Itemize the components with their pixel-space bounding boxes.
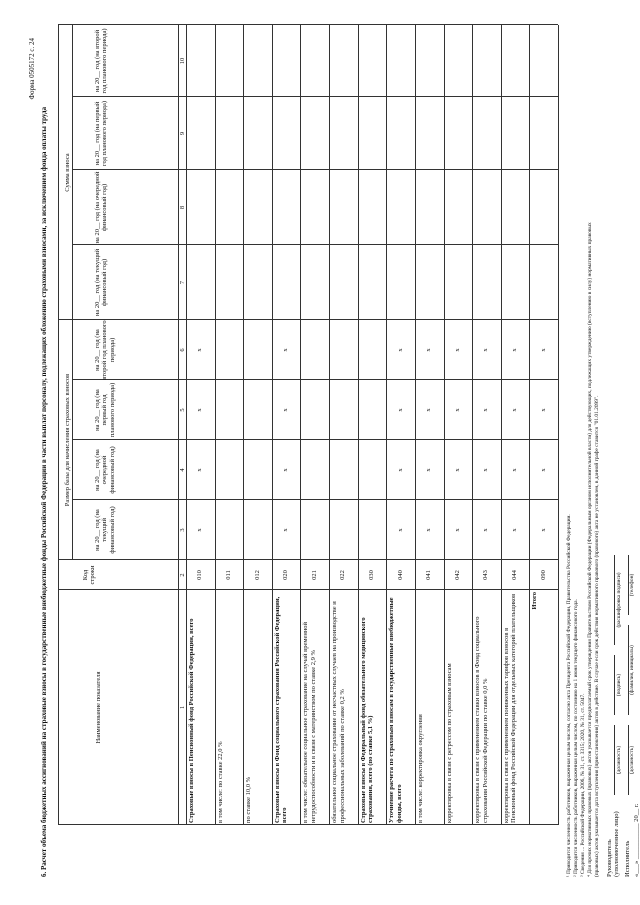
table-row-line bbox=[386, 25, 387, 825]
x-mark-cell: х bbox=[396, 348, 404, 352]
row-label: в том числе: корректировка округления bbox=[416, 714, 424, 823]
head-position-line[interactable] bbox=[614, 725, 615, 795]
head-label: Руководитель (уполномоченное лицо) bbox=[606, 811, 621, 877]
row-label: по ставке 10,0 % bbox=[245, 776, 253, 823]
section-title: 6. Расчет объема бюджетных ассигнований на страховые взносы в государственные внебюджетные фонды Российской Федерации в части выплат персоналу, подлежащих обложению страховыми взносами, за исключением фонда оплаты труда bbox=[40, 107, 48, 877]
row-label: Страховые взносы в Фонд социального страхования Российской Федерации, всего bbox=[273, 596, 289, 823]
column-header: на 20__ год (на текущий финансовый год) bbox=[94, 248, 109, 317]
caption-exec-phone: (телефон) bbox=[629, 573, 635, 597]
x-mark-cell: х bbox=[539, 348, 547, 352]
column-number: 8 bbox=[178, 205, 186, 210]
x-mark-cell: х bbox=[425, 528, 433, 532]
x-mark-cell: х bbox=[453, 348, 461, 352]
footnote-5: (правовых) актов указывается дата вступления (приостановления) актов в действие. В случае если срок действия нормативного правового (правового) акта не установлен, в данной графе ставится "01.01.2099". bbox=[594, 395, 601, 877]
table-col-line bbox=[58, 824, 558, 825]
caption-signature: (подпись) bbox=[616, 673, 622, 697]
row-code: 012 bbox=[253, 570, 261, 580]
column-number: 4 bbox=[178, 468, 186, 472]
row-code: 022 bbox=[339, 570, 347, 580]
x-mark-cell: х bbox=[282, 348, 290, 352]
column-number: 10 bbox=[178, 57, 186, 65]
x-mark-cell: х bbox=[196, 408, 204, 412]
row-code: 011 bbox=[224, 570, 232, 580]
x-mark-cell: х bbox=[453, 408, 461, 412]
footnote-4: ⁴ Для прочих нормативных правовых (правовых) актов указывается предполагаемый срок утверждения Правительством Российской Федерации (Федеральным органом исполнительной власти) для действующих, подлежащих утверждению (вступлению в силу) нормативных правовых bbox=[587, 222, 594, 877]
footnote-2: ² Приводится численность работников, выраженная целым числом, по состоянию на 1 июня текущего финансового года. bbox=[573, 599, 580, 877]
caption-name: (расшифровка подписи) bbox=[616, 572, 622, 628]
caption-exec-name: (фамилия, инициалы) bbox=[629, 645, 635, 695]
signature-date: «___» ___________ 20__ г. bbox=[633, 803, 640, 877]
column-header: на 20__ год (на очередной финансовый год) bbox=[94, 446, 116, 494]
column-number: 1 bbox=[178, 705, 186, 710]
x-mark-cell: х bbox=[282, 408, 290, 412]
row-code: 040 bbox=[396, 570, 404, 580]
header-amount-group: Сумма взноса bbox=[64, 153, 71, 192]
row-label: Итого bbox=[531, 592, 539, 610]
x-mark-cell: х bbox=[396, 468, 404, 472]
head-name-line[interactable] bbox=[614, 555, 615, 645]
column-number: 9 bbox=[178, 131, 186, 136]
x-mark-cell: х bbox=[511, 408, 519, 412]
row-code: 020 bbox=[282, 570, 290, 580]
table-col-line bbox=[72, 96, 558, 97]
row-code: 010 bbox=[196, 570, 204, 580]
column-number: 3 bbox=[178, 528, 186, 532]
x-mark-cell: х bbox=[539, 528, 547, 532]
x-mark-cell: х bbox=[282, 528, 290, 532]
table-border-bottom bbox=[558, 25, 559, 825]
column-number: 6 bbox=[178, 348, 186, 352]
x-mark-cell: х bbox=[425, 468, 433, 472]
row-code: 043 bbox=[482, 570, 490, 580]
column-number: 5 bbox=[178, 408, 186, 412]
x-mark-cell: х bbox=[282, 468, 290, 472]
form-reference: Форма 0505172 с. 24 bbox=[28, 38, 36, 100]
footnote-1: ¹ Приводится численность работников, выраженная целым числом, согласно акта Президента Российской Федерации, Правительства Российской Федерации. bbox=[566, 514, 572, 877]
header-base-group: Размер базы для начисления страховых взносов bbox=[64, 373, 71, 507]
x-mark-cell: х bbox=[511, 468, 519, 472]
table-row-line bbox=[529, 25, 530, 825]
head-signature-line[interactable] bbox=[614, 655, 615, 715]
row-label: в том числе: по ставке 22,0 % bbox=[216, 741, 224, 823]
column-header: на 20__ год (на второй год планового периода) bbox=[94, 320, 116, 380]
x-mark-cell: х bbox=[196, 468, 204, 472]
row-label: корректировка в связи с регрессом по страховым взносам bbox=[445, 663, 453, 823]
row-code: 042 bbox=[453, 570, 461, 580]
row-code: 041 bbox=[425, 570, 433, 580]
table-row-line bbox=[501, 25, 502, 825]
table-row-line bbox=[272, 25, 273, 825]
x-mark-cell: х bbox=[482, 468, 490, 472]
table-row-line bbox=[472, 25, 473, 825]
row-label: корректировка в связи с применением пониженных тарифов взносов в Пенсионный фонд Российской Федерации для отдельных категорий плательщиков bbox=[502, 593, 518, 823]
table-col-line bbox=[72, 244, 558, 245]
row-code: 030 bbox=[368, 570, 375, 580]
column-header: на 20__ год (на первый год планового периода) bbox=[94, 101, 109, 166]
row-code: 021 bbox=[310, 570, 318, 580]
row-label: в том числе: обязательное социальное страхование на случай временной нетрудоспособности и в связи с материнством по ставке 2,9 % bbox=[302, 621, 317, 823]
table-row-line bbox=[444, 25, 445, 825]
footnotes bbox=[566, 17, 601, 877]
column-header: на 20__ год (на первый год планового периода) bbox=[94, 382, 116, 438]
row-label: обязательное социальное страхование от несчастных случаев на производстве и профессиональных заболеваний по ставке 0,2 % bbox=[331, 601, 346, 823]
column-number: 7 bbox=[178, 280, 186, 285]
row-label: Уточнение расчета по страховым взносам в государственные внебюджетные фонды, всего bbox=[388, 597, 403, 823]
column-header: на 20__ год (на текущий финансовый год) bbox=[94, 506, 116, 554]
table-row-line bbox=[415, 25, 416, 825]
table-row-line bbox=[300, 25, 301, 825]
row-code: 090 bbox=[539, 570, 547, 580]
table-col-line bbox=[58, 24, 558, 25]
x-mark-cell: х bbox=[482, 528, 490, 532]
caption-exec-position: (должность) bbox=[629, 745, 635, 775]
x-mark-cell: х bbox=[539, 468, 547, 472]
footnote-3: ³ Сведения ... Российской Федерации, 2006, № 31, ст. 3315; 2020, № 31, ст. 5047. bbox=[580, 693, 587, 877]
table-row-line bbox=[215, 25, 216, 825]
column-header: на 20__ год (на второй год планового периода) bbox=[94, 28, 109, 94]
body-top-line bbox=[186, 25, 187, 825]
x-mark-cell: х bbox=[511, 528, 519, 532]
table-row-line bbox=[329, 25, 330, 825]
header-code: Код строки bbox=[82, 565, 97, 585]
table-border-top bbox=[58, 25, 59, 825]
x-mark-cell: х bbox=[539, 408, 547, 412]
x-mark-cell: х bbox=[482, 408, 490, 412]
x-mark-cell: х bbox=[453, 528, 461, 532]
x-mark-cell: х bbox=[425, 348, 433, 352]
header-group-line bbox=[72, 25, 73, 560]
row-label: корректировка в связи с применением ставки взносов в Фонд социального страхования Российской Федерации по ставке 0,0 % bbox=[474, 616, 489, 823]
x-mark-cell: х bbox=[511, 348, 519, 352]
row-code: 044 bbox=[511, 570, 519, 580]
table-col-line bbox=[72, 169, 558, 170]
column-number: 2 bbox=[178, 573, 186, 577]
header-indicator: Наименование показателя bbox=[95, 671, 102, 744]
caption-position: (должность) bbox=[616, 745, 622, 775]
executor-label: Исполнитель bbox=[624, 840, 631, 877]
x-mark-cell: х bbox=[396, 528, 404, 532]
column-header: на 20__ год (на очередной финансовый год) bbox=[94, 171, 109, 244]
row-label: Страховые взносы в Федеральный фонд обязательного медицинского страхования, всего (по ставке 5,1 %) bbox=[359, 617, 375, 823]
row-label: Страховые взносы в Пенсионный фонд Российской Федерации, всего bbox=[188, 618, 195, 823]
table-row-line bbox=[358, 25, 359, 825]
x-mark-cell: х bbox=[453, 468, 461, 472]
x-mark-cell: х bbox=[196, 348, 204, 352]
x-mark-cell: х bbox=[196, 528, 204, 532]
x-mark-cell: х bbox=[482, 348, 490, 352]
x-mark-cell: х bbox=[425, 408, 433, 412]
x-mark-cell: х bbox=[396, 408, 404, 412]
table-row-line bbox=[243, 25, 244, 825]
